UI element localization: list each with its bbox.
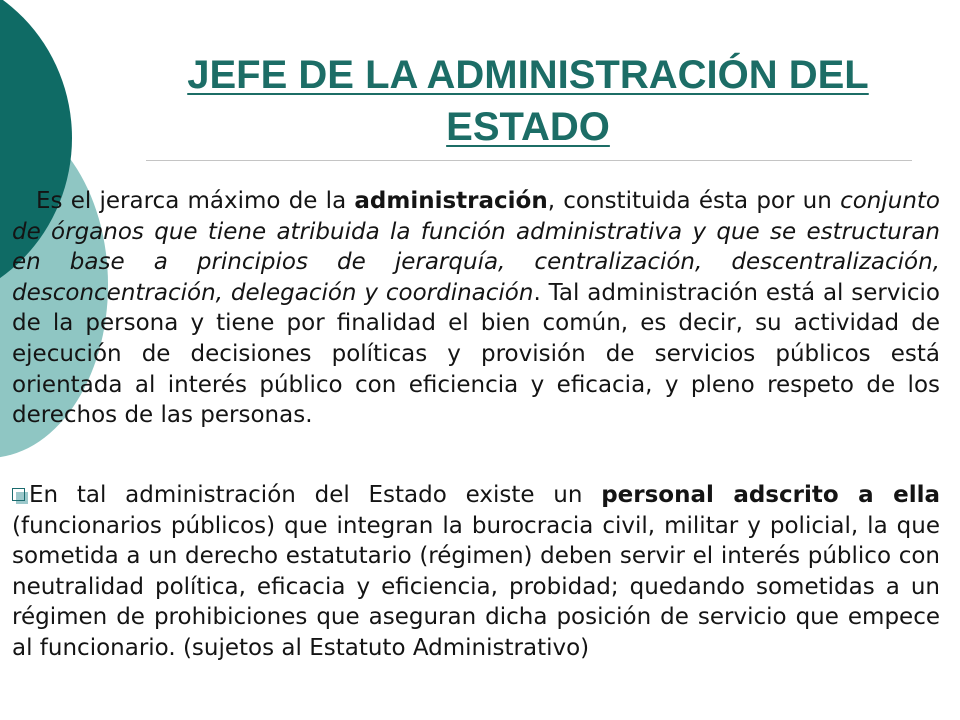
title-line-2: ESTADO [446, 105, 610, 149]
slide-title [96, 49, 960, 153]
hollow-square-bullet-icon [12, 488, 25, 501]
title-line-1: JEFE DE LA ADMINISTRACIÓN DEL [187, 53, 869, 97]
paragraph-text: . Tal administración está al servicio de la persona y tiene por finalidad el bien común, es decir, su actividad de ejecución de decisiones políticas y provisión de servicios públicos está orientada al interés público con eficiencia y eficacia, y pleno respeto de los derechos de las personas. [12, 279, 940, 429]
bold-term: personal adscrito a ella [601, 482, 940, 508]
paragraph-definition [12, 186, 940, 431]
bold-term: administración [354, 188, 548, 214]
italic-definition: conjunto de órganos que tiene atribuida la función administrativa y que se estructuran en base a principios de jerarquía, centralización, descentralización, desconcentración, delegación y coordinación [12, 188, 940, 306]
paragraph-text: (funcionarios públicos) que integran la burocracia civil, militar y policial, la que sometida a un derecho estatutario (régimen) deben servir el interés público con neutralidad política, eficacia y eficiencia, probidad; quedando sometidas a un régimen de prohibiciones que aseguran dicha posición de servicio que empece al funcionario. (sujetos al Estatuto Administrativo) [12, 512, 940, 661]
paragraph-text: , constituida ésta por un [547, 188, 841, 214]
bullet-paragraph [12, 480, 940, 664]
paragraph-text: En tal administración del Estado existe un [29, 482, 602, 508]
paragraph-text: Es el jerarca máximo de la [36, 188, 355, 214]
title-divider [146, 160, 912, 161]
